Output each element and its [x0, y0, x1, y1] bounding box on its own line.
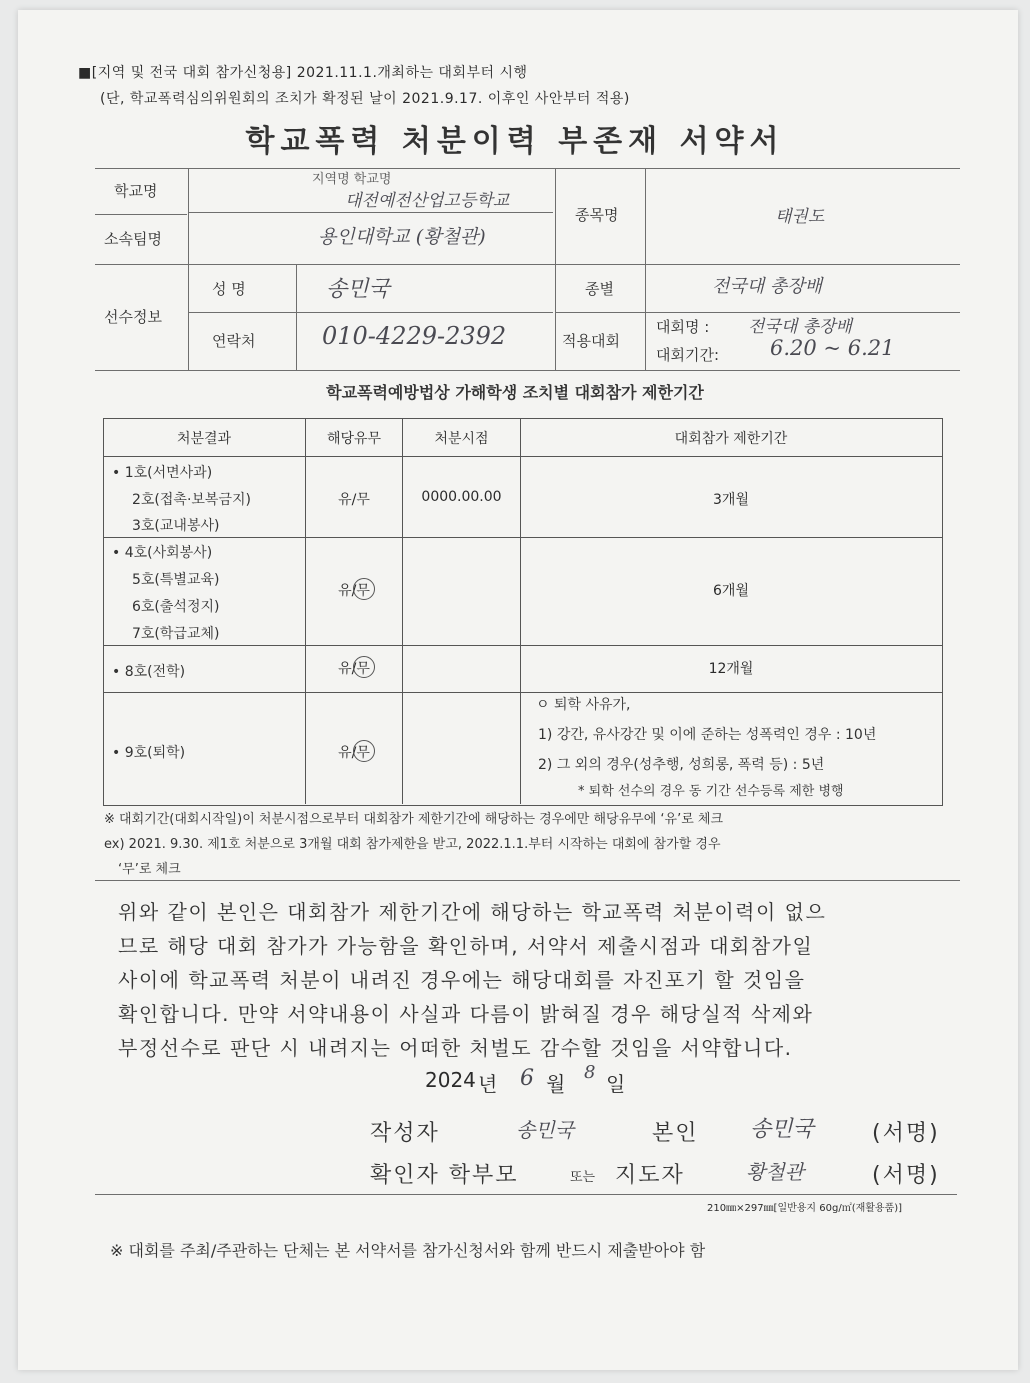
row2-item-4: 7호(학급교체) — [132, 626, 220, 642]
row2-item-1: • 4호(사회봉사) — [112, 545, 213, 561]
self-signature: 송민국 — [750, 1117, 814, 1142]
row3-yn: 유/무 — [338, 661, 370, 677]
paper-spec: 210㎜×297㎜[일반용지 60g/㎡(재활용품)] — [707, 1203, 903, 1214]
notes-rule — [95, 880, 960, 881]
header-applicable: 해당유무 — [326, 431, 382, 447]
note-2b: ‘무’로 체크 — [118, 862, 181, 877]
header-date: 처분시점 — [434, 431, 489, 447]
or-label: 또는 — [570, 1170, 596, 1185]
info-col-rule-3 — [555, 168, 556, 370]
restriction-title: 학교폭력예방법상 가해학생 조치별 대회참가 제한기간 — [326, 383, 704, 402]
pledge-day-suffix: 일 — [606, 1072, 626, 1096]
player-info-label: 선수정보 — [104, 308, 162, 326]
info-top-rule — [95, 168, 960, 169]
row3-limit: 12개월 — [708, 661, 754, 677]
info-school-team-rule — [95, 214, 187, 215]
self-sign-label: (서명) — [872, 1121, 940, 1146]
row-rule-1 — [103, 537, 943, 538]
row2-item-3: 6호(출석정지) — [132, 599, 220, 615]
contact-value: 010-4229-2392 — [322, 322, 507, 350]
coach-sign-label: (서명) — [872, 1163, 940, 1188]
info-col-rule-2 — [296, 264, 297, 370]
pledge-year: 2024 — [425, 1068, 476, 1092]
notice-line-2: (단, 학교폭력심의위원회의 조치가 확정된 날이 2021.9.17. 이후인 사안부터 적용) — [100, 91, 630, 107]
row-rule-3 — [103, 692, 943, 693]
name-value: 송민국 — [326, 277, 390, 302]
event-label: 적용대회 — [562, 332, 620, 350]
category-value: 전국대 총장배 — [712, 276, 823, 297]
sport-label: 종목명 — [575, 206, 619, 224]
pledge-line-1: 위와 같이 본인은 대회참가 제한기간에 해당하는 학교폭력 처분이력이 없으 — [118, 900, 827, 924]
row2-item-2: 5호(특별교육) — [132, 572, 220, 588]
info-name-contact-rule — [188, 312, 553, 313]
school-hint: 지역명 학교명 — [312, 172, 392, 187]
info-col-rule-4 — [645, 168, 646, 370]
row1-date: 0000.00.00 — [421, 489, 502, 505]
row-rule-2 — [103, 645, 943, 646]
pledge-year-suffix: 년 — [478, 1072, 498, 1096]
final-note: ※ 대회를 주최/주관하는 단체는 본 서약서를 참가신청서와 함께 반드시 제출받아야 함 — [110, 1241, 706, 1260]
row1-limit: 3개월 — [713, 492, 749, 508]
coach-label: 지도자 — [615, 1163, 685, 1188]
event-name-value: 전국대 총장배 — [748, 317, 852, 337]
document-title: 학교폭력 처분이력 부존재 서약서 — [245, 124, 785, 159]
school-value: 대전예전산업고등학교 — [345, 191, 510, 211]
row4-limit-line-1: ㅇ 퇴학 사유가, — [536, 697, 631, 713]
row1-yn: 유/무 — [338, 492, 370, 508]
notice-line-1: ■[지역 및 전국 대회 참가신청용] 2021.11.1.개최하는 대회부터 시행 — [78, 65, 528, 81]
row4-yn: 유/무 — [338, 745, 370, 761]
header-result: 처분결과 — [176, 431, 232, 447]
pledge-line-3: 사이에 학교폭력 처분이 내려진 경우에는 해당대회를 자진포기 할 것임을 — [118, 968, 806, 992]
row3-item-1: • 8호(전학) — [112, 664, 186, 680]
header-limit: 대회참가 제한기간 — [674, 431, 788, 447]
row3-checked-mark — [353, 656, 375, 678]
note-1: ※ 대회기간(대회시작일)이 처분시점으로부터 대회참가 제한기간에 해당하는 경우에만 해당유무에 ‘유’로 체크 — [104, 812, 724, 827]
sport-value: 태권도 — [775, 207, 825, 227]
row2-checked-mark — [353, 578, 375, 600]
name-label: 성 명 — [212, 280, 246, 298]
row4-checked-mark — [353, 740, 375, 762]
category-label: 종별 — [585, 280, 614, 298]
header-row-rule — [103, 456, 943, 457]
col-divider-3 — [520, 418, 521, 804]
col-divider-2 — [402, 418, 403, 804]
pledge-month-suffix: 월 — [546, 1072, 566, 1096]
row4-limit-line-3: 2) 그 외의 경우(성추행, 성희롱, 폭력 등) : 5년 — [538, 757, 825, 773]
pledge-line-2: 므로 해당 대회 참가가 가능함을 확인하며, 서약서 제출시점과 대회참가일 — [118, 934, 814, 958]
event-name-label: 대회명 : — [656, 318, 710, 336]
confirmer-label: 확인자 학부모 — [370, 1163, 519, 1188]
school-label: 학교명 — [114, 182, 158, 200]
team-value: 용인대학교 (황철관) — [318, 226, 486, 248]
team-label: 소속팀명 — [104, 230, 162, 248]
footer-rule — [95, 1194, 957, 1195]
pledge-month: 6 — [520, 1066, 534, 1091]
restriction-table — [103, 418, 943, 806]
event-period-value: 6.20 ~ 6.21 — [770, 336, 895, 360]
info-school-value-rule — [188, 212, 553, 213]
row4-limit-line-4: * 퇴학 선수의 경우 동 기간 선수등록 제한 병행 — [578, 784, 844, 799]
self-label: 본인 — [652, 1121, 699, 1146]
row1-item-2: 2호(접촉·보복금지) — [132, 492, 251, 508]
pledge-day: 8 — [584, 1062, 596, 1083]
info-col-rule-1 — [188, 168, 189, 370]
row4-limit-line-2: 1) 강간, 유사강간 및 이에 준하는 성폭력인 경우 : 10년 — [538, 727, 877, 743]
pledge-line-5: 부정선수로 판단 시 내려지는 어떠한 처벌도 감수할 것임을 서약합니다. — [118, 1036, 793, 1060]
row4-item-1: • 9호(퇴학) — [112, 745, 186, 761]
row2-limit: 6개월 — [713, 583, 749, 599]
row1-item-3: 3호(교내봉사) — [132, 518, 220, 534]
info-mid-rule — [95, 264, 960, 265]
row1-item-1: • 1호(서면사과) — [112, 465, 213, 481]
contact-label: 연락처 — [212, 332, 256, 350]
pledge-line-4: 확인합니다. 만약 서약내용이 사실과 다름이 밝혀질 경우 해당실적 삭제와 — [118, 1002, 814, 1026]
coach-signature: 황철관 — [746, 1160, 804, 1184]
writer-label: 작성자 — [370, 1121, 440, 1146]
info-bottom-rule — [95, 370, 960, 371]
event-period-label: 대회기간: — [656, 346, 720, 364]
row2-yn: 유/무 — [338, 583, 370, 599]
writer-name: 송민국 — [516, 1118, 574, 1142]
note-2a: ex) 2021. 9.30. 제1호 처분으로 3개월 대회 참가제한을 받고, 2022.1.1.부터 시작하는 대회에 참가할 경우 — [104, 837, 721, 852]
